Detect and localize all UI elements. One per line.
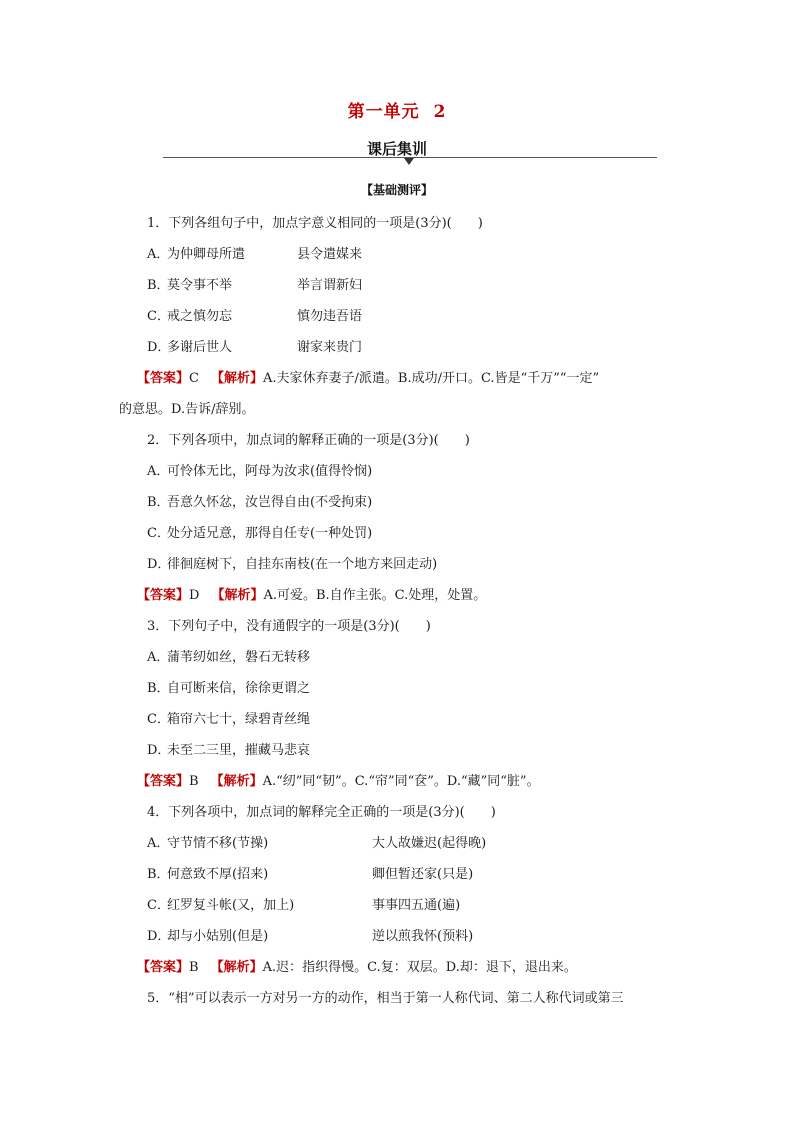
analysis-text: A.“纫”同“韧”。C.“帘”同“奁”。D.“藏”同“脏”。 (262, 774, 540, 789)
answer-tag: 【答案】 (137, 960, 190, 975)
question-option (147, 921, 680, 952)
question-option (147, 642, 680, 673)
analysis-tag: 【解析】 (211, 588, 264, 603)
option-text-b: 慎勿违吾语 (297, 309, 363, 324)
question-option (147, 456, 680, 487)
question-option (147, 735, 680, 766)
answer-value: B (189, 774, 199, 789)
option-letter: D． (147, 743, 171, 758)
option-text-a: 吾意久怀忿，汝岂得自由(不受拘束) (167, 495, 373, 510)
question-option (147, 239, 680, 270)
unit-title: 第一单元 (347, 102, 420, 122)
option-letter: A． (147, 650, 170, 665)
option-letter: B． (147, 278, 170, 293)
question-option (147, 828, 680, 859)
question-option (147, 673, 680, 704)
option-text-a: 处分适兄意，那得自任专(一种处罚) (167, 526, 373, 541)
analysis-tag: 【解析】 (210, 960, 263, 975)
option-letter: A． (147, 836, 170, 851)
option-letter: A． (147, 464, 170, 479)
answer-block (120, 766, 680, 797)
analysis-tag: 【解析】 (210, 371, 263, 386)
option-text-a: 多谢后世人 (167, 340, 233, 355)
question-list (120, 208, 680, 1014)
option-text-a: 未至二三里，摧藏马悲哀 (167, 743, 311, 758)
option-text-a: 红罗复斗帐(又，加上) (167, 898, 295, 913)
question-option (147, 518, 680, 549)
answer-block (120, 363, 680, 394)
option-text-a: 戒之慎勿忘 (167, 309, 233, 324)
analysis-text: A.可爱。B.自作主张。C.处理，处置。 (263, 588, 487, 603)
option-text-a: 蒲苇纫如丝，磐石无转移 (167, 650, 311, 665)
answer-block (120, 580, 680, 611)
option-letter: B． (147, 867, 170, 882)
answer-tag: 【答案】 (137, 774, 190, 789)
option-letter: C． (147, 712, 170, 727)
question-stem: 3．下列句子中，没有通假字的一项是(3分)( ) (147, 619, 431, 634)
option-text-a: 为仲卿母所遣 (167, 247, 246, 262)
option-text-b: 事事四五通(遍) (372, 898, 461, 913)
option-text-b: 谢家来贵门 (297, 340, 363, 355)
answer-value: B (189, 960, 199, 975)
answer-tag: 【答案】 (137, 371, 190, 386)
analysis-tag: 【解析】 (210, 774, 263, 789)
question-option (147, 859, 680, 890)
option-text-a: 莫令事不举 (167, 278, 233, 293)
option-letter: C． (147, 309, 170, 324)
question-option (147, 890, 680, 921)
lesson-number: 2 (433, 102, 447, 122)
option-letter: D． (147, 929, 171, 944)
page-title (0, 97, 794, 122)
option-letter: A． (147, 247, 170, 262)
answer-value: C (189, 371, 199, 386)
option-text-b: 举言谓新妇 (297, 278, 363, 293)
question-stem: 4．下列各项中，加点词的解释完全正确的一项是(3分)( ) (147, 805, 496, 820)
option-text-b: 逆以煎我怀(预料) (372, 929, 474, 944)
option-text-a: 何意致不厚(招来) (167, 867, 269, 882)
question-option (147, 301, 680, 332)
option-letter: D． (147, 557, 171, 572)
option-text-b: 县令遣媒来 (297, 247, 363, 262)
option-text-b: 卿但暂还家(只是) (372, 867, 474, 882)
question-option (147, 270, 680, 301)
question-stem: 1．下列各组句子中，加点字意义相同的一项是(3分)( ) (147, 216, 483, 231)
option-letter: C． (147, 898, 170, 913)
option-text-a: 可怜体无比，阿母为汝求(值得怜悯) (167, 464, 373, 479)
answer-tag: 【答案】 (137, 588, 190, 603)
answer-value: D (189, 588, 200, 603)
section-heading: 【基础测评】 (360, 183, 433, 197)
analysis-text: A.夫家休弃妻子/派遣。B.成功/开口。C.皆是“千万”“一定” (262, 371, 600, 386)
option-letter: B． (147, 681, 170, 696)
question-option (147, 704, 680, 735)
option-letter: B． (147, 495, 170, 510)
analysis-continuation: 的意思。D.告诉/辞别。 (119, 402, 255, 417)
option-text-a: 箱帘六七十，绿碧青丝绳 (167, 712, 311, 727)
analysis-text: A.迟：指织得慢。C.复：双层。D.却：退下，退出来。 (262, 960, 577, 975)
option-letter: C． (147, 526, 170, 541)
option-text-a: 却与小姑别(但是) (167, 929, 269, 944)
question-option (147, 487, 680, 518)
option-text-a: 徘徊庭树下，自挂东南枝(在一个地方来回走动) (167, 557, 438, 572)
question-stem: 5．“相”可以表示一方对另一方的动作，相当于第一人称代词、第二人称代词或第三 (147, 991, 624, 1006)
question-stem: 2．下列各项中，加点词的解释正确的一项是(3分)( ) (147, 433, 470, 448)
option-text-a: 自可断来信，徐徐更谓之 (167, 681, 311, 696)
option-text-b: 大人故嫌迟(起得晚) (372, 836, 487, 851)
triangle-marker-icon (404, 158, 414, 165)
question-option (147, 549, 680, 580)
answer-block (120, 952, 680, 983)
option-text-a: 守节情不移(节操) (167, 836, 269, 851)
option-letter: D． (147, 340, 171, 355)
page-subtitle: 课后集训 (366, 140, 427, 158)
question-option (147, 332, 680, 363)
